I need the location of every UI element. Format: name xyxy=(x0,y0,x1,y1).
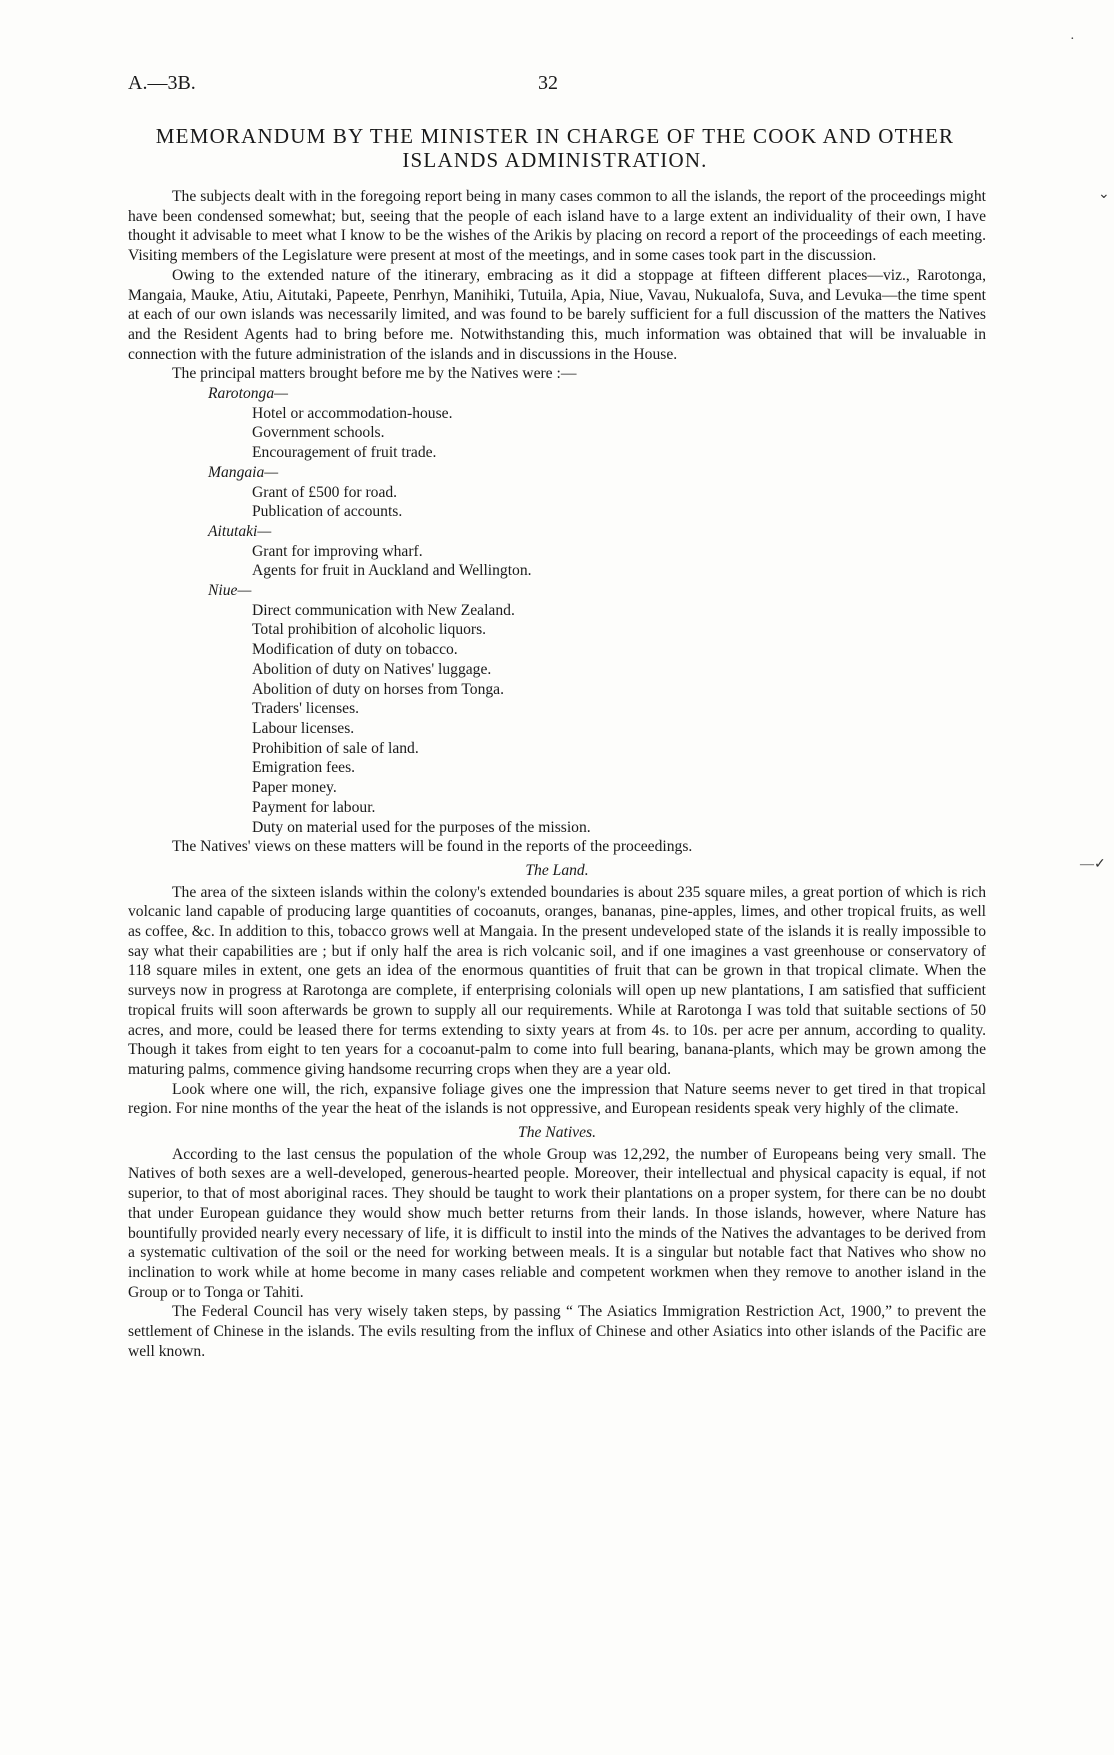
scan-mark: ⌄ xyxy=(1098,187,1110,202)
page-header xyxy=(128,72,986,96)
island-heading: Mangaia— xyxy=(208,463,279,481)
list-item: Modification of duty on tobacco. xyxy=(252,641,458,659)
list-item: Traders' licenses. xyxy=(252,700,360,718)
scan-mark: —✓ xyxy=(1080,857,1106,872)
island-heading: Aitutaki— xyxy=(208,522,272,540)
list-item: Hotel or accommodation-house. xyxy=(252,404,453,422)
matters-list xyxy=(128,384,986,837)
island-heading: Niue— xyxy=(208,582,252,600)
section-heading-natives: The Natives. xyxy=(518,1124,596,1142)
list-item: Grant of £500 for road. xyxy=(252,483,398,501)
paragraph: According to the last census the population of the whole Group was 12,292, the number of Europeans being very small. The Natives of both sexes are a well-developed, generous-hearted people. Moreover, their intellectual and physical capacity is equal, if not superior, to that of most aboriginal races. They should be taught to work their plantations on a proper system, for there can be no doubt that under European guidance they would show much better returns from their lands. In those islands, however, where Nature has bountifully provided nearly every necessary of life, it is difficult to instil into the minds of the Natives the advantages to be derived from a systematic cultivation of the soil or the need for working between meals. It is a singular but notable fact that Natives who show no inclination to work while at home become in many cases reliable and competent workmen when they remove to another island in the Group or to Tonga or Tahiti. xyxy=(128,1145,986,1301)
paragraph: Look where one will, the rich, expansive foliage gives one the impression that Nature seems never to get tired in that tropical region. For nine months of the year the heat of the islands is not oppressive, and European residents speak very highly of the climate. xyxy=(128,1080,986,1118)
page-number: 32 xyxy=(538,72,558,94)
document-body xyxy=(128,187,986,1361)
list-item: Total prohibition of alcoholic liquors. xyxy=(252,621,487,639)
list-item: Abolition of duty on Natives' luggage. xyxy=(252,660,492,678)
paragraph: Owing to the extended nature of the itinerary, embracing as it did a stoppage at fifteen different places—viz., Rarotonga, Mangaia, Mauke, Atiu, Aitutaki, Papeete, Penrhyn, Manihiki, Tutuila, Apia, Niue, Vavau, Nukualofa, Suva, and Levuka—the time spent at each of our own islands was necessarily limited, and was found to be barely sufficient for a full discussion of the matters the Natives and the Resident Agents had to bring before me. Notwithstanding this, much information was obtained that will be invaluable in connection with the future administration of the islands and in discussions in the House. xyxy=(128,266,986,363)
matters-intro: The principal matters brought before me by the Natives were :— xyxy=(172,365,577,383)
section-heading-land: The Land. xyxy=(525,861,589,879)
list-item: Prohibition of sale of land. xyxy=(252,739,419,757)
list-item: Publication of accounts. xyxy=(252,503,403,521)
matters-outro: The Natives' views on these matters will be found in the reports of the proceedings. xyxy=(172,838,693,856)
list-item: Encouragement of fruit trade. xyxy=(252,444,437,462)
island-heading: Rarotonga— xyxy=(208,385,288,403)
list-item: Paper money. xyxy=(252,779,337,797)
paragraph: The subjects dealt with in the foregoing report being in many cases common to all the islands, the report of the proceedings might have been condensed somewhat; but, seeing that the people of each island have to a large extent an individuality of their own, I have thought it advisable to meet what I know to be the wishes of the Arikis by placing on record a report of the proceedings of each meeting. Visiting members of the Legislature were present at most of the meetings, and in some cases took part in the discussion. xyxy=(128,188,986,265)
list-item: Direct communication with New Zealand. xyxy=(252,601,515,619)
list-item: Duty on material used for the purposes of the mission. xyxy=(252,818,591,836)
list-item: Payment for labour. xyxy=(252,798,376,816)
list-item: Grant for improving wharf. xyxy=(252,542,423,560)
list-item: Government schools. xyxy=(252,424,385,442)
memorandum-title: MEMORANDUM BY THE MINISTER IN CHARGE OF THE COOK AND OTHER ISLANDS ADMINISTRATION. xyxy=(155,124,955,172)
list-item: Labour licenses. xyxy=(252,719,355,737)
list-item: Agents for fruit in Auckland and Wellington. xyxy=(252,562,532,580)
list-item: Emigration fees. xyxy=(252,759,356,777)
document-reference: A.—3B. xyxy=(128,72,196,94)
scan-mark: · xyxy=(1070,32,1075,47)
paragraph: The Federal Council has very wisely taken steps, by passing “ The Asiatics Immigration Restriction Act, 1900,” to prevent the settlement of Chinese in the islands. The evils resulting from the influx of Chinese and other Asiatics into other islands of the Pacific are well known. xyxy=(128,1303,986,1360)
paragraph: The area of the sixteen islands within the colony's extended boundaries is about 235 square miles, a great portion of which is rich volcanic land capable of producing large quantities of cocoanuts, oranges, bananas, pine-apples, limes, and other tropical fruits, as well as coffee, &c. In addition to this, tobacco grows well at Mangaia. In the present undeveloped state of the islands it is really impossible to say what their capabilities are ; but if only half the area is rich volcanic soil, and if one imagines a vast greenhouse or conservatory of 118 square miles in extent, one gets an idea of the enormous quantities of fruit that can be grown in that tropical climate. When the surveys now in progress at Rarotonga are complete, if enterprising colonials will open up new plantations, I am satisfied that sufficient tropical fruits will soon afterwards be grown to supply all our requirements. While at Rarotonga I was told that suitable sections of 50 acres, and more, could be leased there for terms extending to sixty years at from 4s. to 10s. per acre per annum, according to quality. Though it takes from eight to ten years for a cocoanut-palm to come into full bearing, banana-plants, which may be grown among the maturing palms, commence giving handsome recurring crops when they are a year old. xyxy=(128,883,986,1078)
list-item: Abolition of duty on horses from Tonga. xyxy=(252,680,504,698)
